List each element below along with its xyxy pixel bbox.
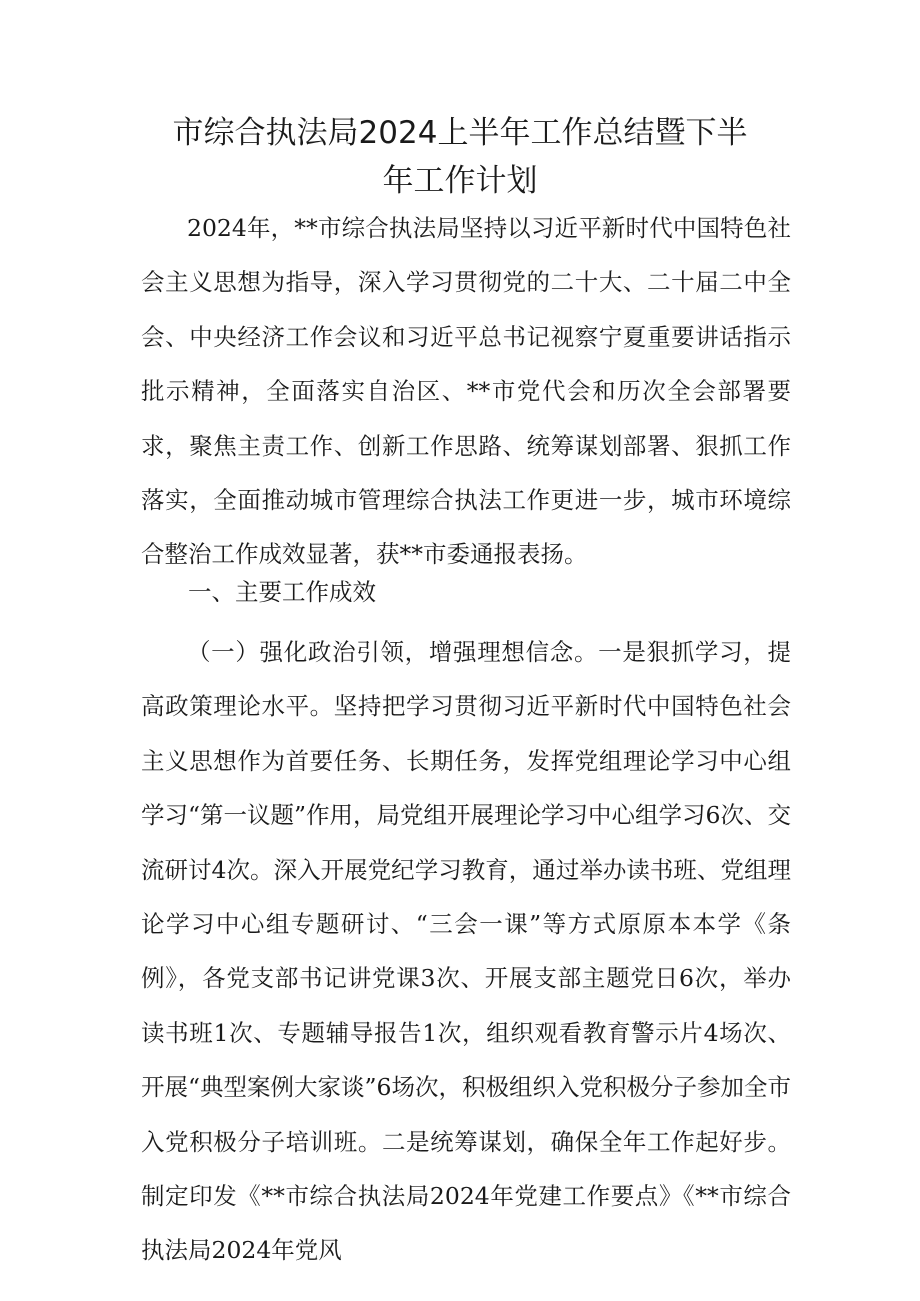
document-title-line-2: 年工作计划 [382,163,538,199]
document-title-line-1: 市综合执法局2024上半年工作总结暨下半 [172,115,748,151]
intro-paragraph: 2024年，**市综合执法局坚持以习近平新时代中国特色社会主义思想为指导，深入学习贯彻党的二十大、二十届二中全会、中央经济工作会议和习近平总书记视察宁夏重要讲话指示批示精神，全面落实自治区、**市党代会和历次全会部署要求，聚焦主责工作、创新工作思路、统筹谋划部署、狠抓工作落实，全面推动城市管理综合执法工作更进一步，城市环境综合整治工作成效显著，获**市委通报表扬。 [141,214,791,569]
section-paragraph: （一）强化政治引领，增强理想信念。一是狠抓学习，提高政策理论水平。坚持把学习贯彻习近平新时代中国特色社会主义思想作为首要任务、长期任务，发挥党组理论学习中心组学习“第一议题”作用，局党组开展理论学习中心组学习6次、交流研讨4次。深入开展党纪学习教育，通过举办读书班、党组理论学习中心组专题研讨、“三会一课”等方式原原本本学《条例》，各党支部书记讲党课3次、开展支部主题党日6次，举办读书班1次、专题辅导报告1次，组织观看教育警示片4场次、开展“典型案例大家谈”6场次，积极组织入党积极分子参加全市入党积极分子培训班。二是统筹谋划，确保全年工作起好步。制定印发《**市综合执法局2024年党建工作要点》《**市综合执法局2024年党风 [141,638,791,1265]
section-heading: 一、主要工作成效 [188,578,376,606]
